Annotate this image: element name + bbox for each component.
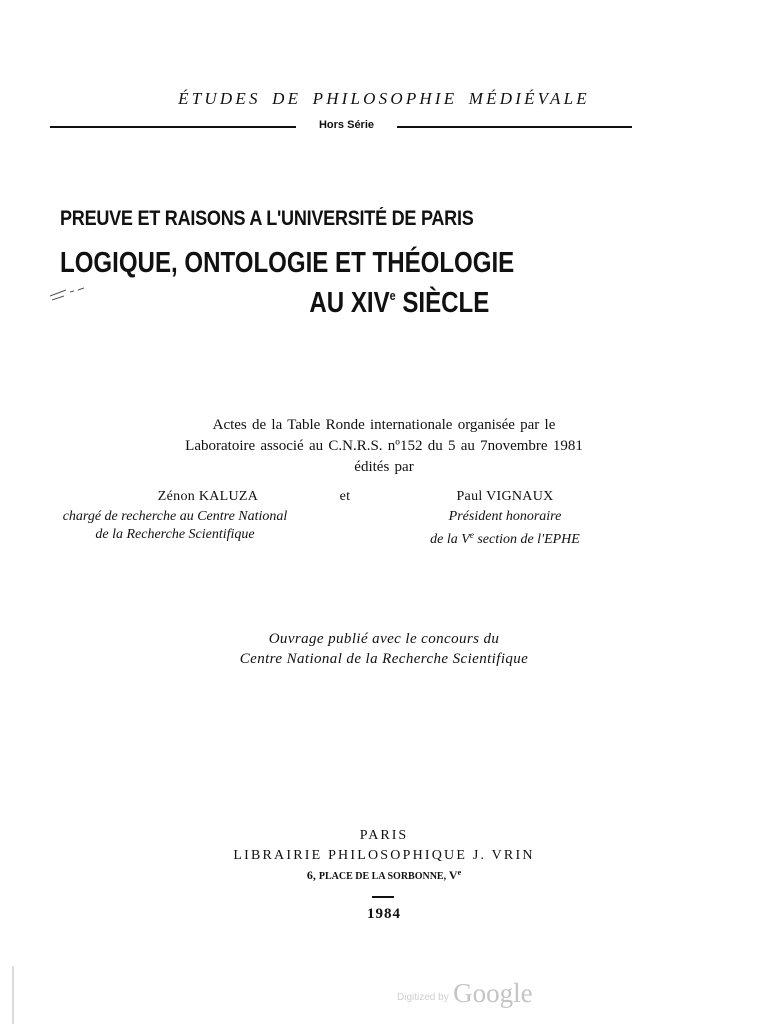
- editor-right-role-b: section de l'EPHE: [477, 532, 580, 547]
- acts-line1: Actes de la Table Ronde internationale organisée par le: [212, 417, 556, 433]
- editor-right-role-sup: e: [469, 530, 474, 540]
- rule-left: [50, 126, 296, 128]
- book-title-century: AU XIV: [309, 287, 390, 319]
- book-title-line3: [0, 287, 768, 320]
- editor-right-role-line2: [395, 526, 615, 549]
- editor-right-name: Paul VIGNAUX: [456, 489, 554, 504]
- watermark-prefix: Digitized by: [397, 992, 449, 1003]
- google-logo: Google: [453, 978, 533, 1008]
- book-title-siecle: SIÈCLE: [401, 287, 489, 319]
- support-line1: Ouvrage publié avec le concours du: [268, 631, 500, 647]
- digitized-watermark: [397, 978, 533, 1009]
- publisher-address: [0, 868, 768, 883]
- editor-left-name: Zénon KALUZA: [157, 489, 259, 504]
- scan-edge-mark: [12, 966, 14, 1024]
- acts-line3: édités par: [354, 459, 414, 475]
- editor-right-role-line1: Président honoraire: [448, 509, 562, 524]
- book-title-line2: LOGIQUE, ONTOLOGIE ET THÉOLOGIE: [60, 247, 515, 279]
- series-title: ÉTUDES DE PHILOSOPHIE MÉDIÉVALE: [178, 89, 590, 108]
- editors-conjunction: et: [339, 489, 351, 504]
- editor-left-role-line1: chargé de recherche au Centre National: [62, 509, 288, 524]
- rule-right: [397, 126, 632, 128]
- support-line2: Centre National de la Recherche Scientifique: [239, 651, 529, 667]
- publication-year: 1984: [367, 906, 401, 922]
- series-subtitle: Hors Série: [318, 119, 375, 131]
- editor-left-role-line2: de la Recherche Scientifique: [95, 527, 255, 542]
- publisher-address-num: 6,: [306, 868, 316, 882]
- year-divider: [372, 896, 394, 898]
- publisher-address-arr-sup: e: [457, 868, 462, 877]
- publisher-city: PARIS: [359, 828, 409, 843]
- editor-right-role-a: de la V: [430, 532, 470, 547]
- acts-line2: Laboratoire associé au C.N.R.S. nº152 du 5 au 7novembre 1981: [185, 438, 583, 454]
- publisher-name: LIBRAIRIE PHILOSOPHIQUE J. VRIN: [233, 848, 535, 863]
- stray-ink-mark: [48, 284, 98, 304]
- series-rule: [50, 119, 632, 135]
- book-title-century-sup: e: [389, 288, 396, 303]
- book-title-line1: PREUVE ET RAISONS A L'UNIVERSITÉ DE PARIS: [60, 207, 474, 230]
- publisher-address-arr: V: [448, 868, 458, 882]
- publisher-address-street: PLACE DE LA SORBONNE,: [318, 871, 447, 882]
